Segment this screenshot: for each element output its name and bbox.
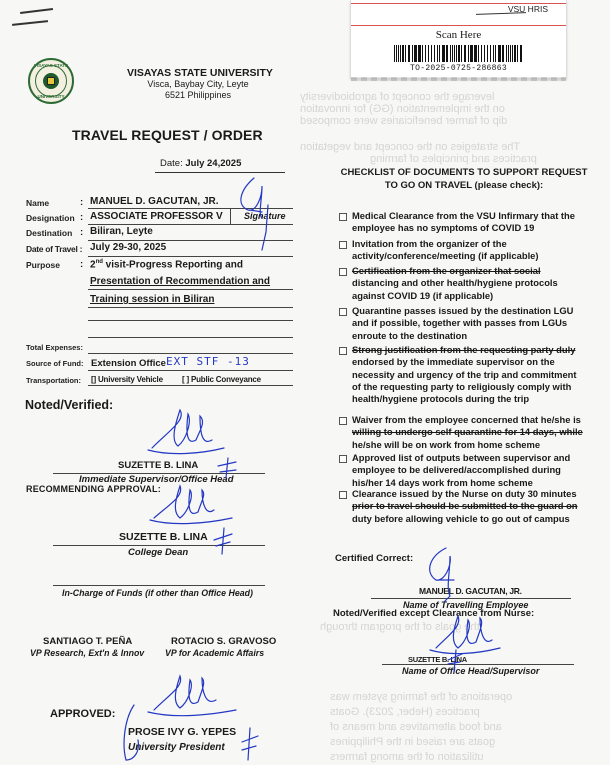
checklist-item-line: employee has no symptoms of COVID 19: [352, 222, 535, 234]
bleed-through-text: practices (Heber, 2023). Goats: [330, 706, 480, 718]
source-of-fund-underline: [88, 370, 293, 371]
purpose-underline: [88, 307, 293, 308]
barcode-bar: [396, 45, 397, 62]
barcode-bar: [437, 45, 438, 62]
checklist-item-line: duty before allowing vehicle to go out of campus: [352, 512, 570, 524]
scan-here-label: Scan Here: [435, 29, 482, 41]
date-of-travel-value[interactable]: July 29-30, 2025: [90, 242, 167, 253]
checkbox[interactable]: [339, 491, 347, 499]
barcode-bar: [428, 45, 429, 62]
barcode-bar: [499, 45, 500, 62]
barcode-bar: [464, 45, 465, 62]
colon: :: [80, 259, 84, 270]
checklist-item-line: his/her 14 days work from home scheme: [352, 476, 533, 488]
checkbox[interactable]: [339, 347, 347, 355]
pen-mark: [20, 8, 53, 14]
checklist-item[interactable]: [352, 452, 607, 489]
signature-line: [382, 664, 574, 665]
date-label: Date:: [160, 158, 183, 169]
checklist-item-line: of the requesting party to religiously comply with: [352, 380, 572, 392]
barcode-bar: [498, 45, 499, 62]
colon: :: [80, 212, 84, 223]
university-address-line2: 6521 Philippines: [164, 90, 232, 100]
checkbox[interactable]: [339, 213, 347, 221]
checkbox[interactable]: [339, 268, 347, 276]
checklist-item-line: health/hygiene protocols during the trip: [352, 393, 530, 405]
checklist-item-line: enroute to the destination: [352, 329, 468, 341]
purpose-line2[interactable]: Presentation of Recommendation and: [90, 276, 271, 287]
purpose-underline: [88, 337, 293, 338]
checklist-item-line: Waiver from the employee concerned that he/she is: [352, 414, 581, 425]
vp-academic-role: VP for Academic Affairs: [165, 648, 265, 658]
noted-verified-label: Noted/Verified:: [25, 398, 114, 412]
checklist-item-line: Medical Clearance from the VSU Infirmary that the: [352, 210, 575, 221]
dean-signature-icon: [150, 486, 232, 524]
vp-research-role: VP Research, Ext'n & Innov: [30, 648, 145, 658]
barcode-bar: [490, 45, 491, 62]
transportation-underline: [88, 385, 293, 386]
barcode-bar: [508, 45, 509, 62]
barcode-number: TO-2025-0725-286863: [410, 64, 507, 73]
vp-academic-name: ROTACIO S. GRAVOSO: [171, 636, 277, 647]
checklist-title: [330, 166, 598, 192]
seal-emblem: [47, 77, 55, 85]
checklist-item-line: and if possible, together with passes from LGUs: [352, 317, 568, 329]
checklist-item-line: Strong justification from the requesting party duly: [352, 344, 576, 355]
barcode-bar: [512, 45, 513, 62]
total-expenses-label: Total Expenses:: [26, 343, 83, 352]
seal-text-bottom: UNIVERSITY: [37, 94, 65, 99]
purpose-line1[interactable]: [90, 259, 243, 270]
purpose-underline: [88, 289, 293, 290]
barcode-bar: [471, 45, 472, 62]
destination-value[interactable]: Biliran, Leyte: [90, 226, 153, 237]
bleed-through-text: The strategies on the concept and vegetation: [300, 141, 521, 153]
barcode-bar: [405, 45, 406, 62]
source-of-fund-value[interactable]: Extension Office: [91, 358, 166, 369]
checklist-item-line: against COVID 19 (if applicable): [352, 289, 494, 301]
vsu-seal-icon: [28, 58, 74, 104]
checklist-item-line: activity/conference/meeting (if applicable): [352, 250, 539, 262]
purpose-ordinal-suffix: nd: [95, 259, 103, 265]
name-value[interactable]: MANUEL D. GACUTAN, JR.: [90, 196, 219, 207]
immediate-supervisor-role: Immediate Supervisor/Office Head: [79, 474, 234, 485]
purpose-line3[interactable]: Training session in Biliran: [90, 294, 215, 305]
barcode-bar: [481, 45, 482, 62]
designation-value[interactable]: ASSOCIATE PROFESSOR V: [90, 211, 223, 222]
barcode-bar: [468, 45, 469, 62]
initial-mark-icon: [242, 728, 258, 760]
checklist-title-line1: CHECKLIST OF DOCUMENTS TO SUPPORT REQUEST: [340, 167, 588, 178]
barcode[interactable]: [394, 45, 524, 62]
checklist-item-line: necessity and urgency of the trip and commitment: [352, 368, 577, 380]
checklist-item[interactable]: [352, 265, 607, 302]
travelling-employee-role: Name of Travelling Employee: [403, 600, 529, 610]
barcode-bar: [398, 45, 399, 62]
initial-mark-icon: [214, 528, 232, 554]
total-expenses-underline: [88, 353, 293, 354]
university-name: VISAYAS STATE UNIVERSITY: [127, 67, 273, 79]
barcode-bar: [418, 45, 419, 62]
source-of-fund-label: Source of Fund:: [26, 359, 84, 368]
barcode-bar: [415, 45, 416, 62]
barcode-bar: [521, 45, 522, 62]
barcode-bar: [452, 45, 453, 62]
barcode-bar: [412, 45, 413, 62]
immediate-supervisor-name: SUZETTE B. LINA: [118, 460, 199, 471]
barcode-bar: [503, 45, 504, 62]
checklist-item-line: Quarantine passes issued by the destination LGU: [352, 305, 574, 316]
checklist-item[interactable]: [352, 344, 607, 405]
in-charge-of-funds-role: In-Charge of Funds (if other than Office Head): [62, 588, 253, 598]
barcode-bar: [409, 45, 410, 62]
barcode-bar: [419, 45, 420, 62]
bleed-through-text: and food alternatives and means of: [330, 721, 502, 733]
destination-label: Destination: [26, 228, 73, 238]
purpose-ordinal: 2: [90, 259, 96, 271]
office-head-role: Name of Office Head/Supervisor: [402, 666, 540, 676]
date-of-travel-underline: [88, 256, 293, 257]
barcode-bar: [502, 45, 503, 62]
bleed-through-text: operations of the farming system was: [330, 691, 513, 703]
barcode-bar: [456, 45, 457, 62]
travelling-employee-name: MANUEL D. GACUTAN, JR.: [419, 586, 522, 596]
dean-role: College Dean: [128, 547, 189, 558]
checkbox[interactable]: [339, 308, 347, 316]
barcode-bar: [474, 45, 475, 62]
destination-underline: [88, 240, 293, 241]
signature-line: [53, 585, 265, 586]
barcode-bar: [484, 45, 485, 62]
barcode-bar: [493, 45, 494, 62]
checkbox[interactable]: [339, 241, 347, 249]
president-signature-icon: [148, 676, 236, 716]
seal-text-top: VISAYAS STATE: [33, 63, 69, 68]
barcode-bar: [394, 45, 395, 62]
purpose-line1-text: visit-Progress Reporting and: [102, 259, 243, 271]
president-role: University President: [128, 742, 225, 753]
vp-research-name: SANTIAGO T. PEÑA: [43, 636, 133, 647]
bleed-through-text: practices and principles of farming: [370, 153, 537, 165]
bleed-through-text: on the implementation (GG) for innovation: [300, 103, 505, 115]
designation-label: Designation: [26, 213, 75, 223]
barcode-bar: [431, 45, 432, 62]
barcode-bar: [414, 45, 415, 62]
checklist-item[interactable]: [352, 488, 607, 525]
date-row: [160, 158, 241, 169]
barcode-bar: [400, 45, 401, 62]
transportation-label: Transportation:: [26, 376, 82, 385]
torn-edge: [351, 77, 566, 81]
checklist-item-line: prior to travel should be submitted to the guard on: [352, 500, 578, 512]
date-underline: [155, 172, 285, 173]
barcode-bar: [495, 45, 496, 62]
barcode-bar: [446, 45, 447, 62]
bleed-through-text: the goals of the program through: [320, 621, 480, 633]
noted-except-nurse-label: Noted/Verified except Clearance from Nurse:: [333, 608, 535, 619]
hris-label: VSU HRIS: [507, 4, 548, 14]
barcode-bar: [450, 45, 451, 62]
barcode-bar: [475, 45, 476, 62]
president-name: PROSE IVY G. YEPES: [128, 726, 237, 738]
checklist-item-line: Invitation from the organizer of the: [352, 238, 507, 249]
approved-label: APPROVED:: [50, 708, 116, 720]
purpose-underline: [88, 320, 293, 321]
name-underline: [88, 208, 293, 209]
bleed-through-text: leverage the concept of agrobiodiversity: [300, 91, 495, 103]
slip-rule: [351, 25, 566, 26]
checkbox[interactable]: [339, 417, 347, 425]
recommending-approval-label: RECOMMENDING APPROVAL:: [26, 484, 161, 494]
signature-line: [53, 545, 265, 546]
barcode-bar: [454, 45, 455, 62]
checklist-item-line: Clearance issued by the Nurse on duty 30 minutes: [352, 488, 577, 499]
barcode-bar: [439, 45, 440, 62]
barcode-bar: [458, 45, 459, 62]
source-of-fund-handwritten: EXT STF -13: [166, 355, 250, 368]
checklist-item-line: Approved list of outputs between supervisor and: [352, 452, 571, 463]
transport-option-public-conveyance[interactable]: [ ] Public Conveyance: [182, 375, 261, 384]
barcode-bar: [470, 45, 471, 62]
bleed-through-text: dip of farmer beneficiaries were composed: [300, 115, 508, 127]
checklist-item[interactable]: [352, 305, 607, 342]
barcode-bar: [425, 45, 426, 62]
barcode-bar: [520, 45, 521, 62]
office-head-name: SUZETTE B. LINA: [408, 655, 467, 664]
form-title: TRAVEL REQUEST / ORDER: [72, 127, 263, 143]
checkbox[interactable]: [339, 455, 347, 463]
pen-mark: [12, 20, 48, 25]
checklist-item-line: employee to be delivered/accomplished during: [352, 464, 561, 476]
barcode-bar: [461, 45, 462, 62]
date-value: July 24,2025: [185, 158, 242, 169]
barcode-bar: [517, 45, 518, 62]
barcode-bar: [487, 45, 488, 62]
name-label: Name: [26, 198, 50, 208]
barcode-bar: [442, 45, 443, 62]
date-of-travel-label: Date of Travel :: [26, 244, 83, 254]
checklist-item[interactable]: [352, 414, 607, 451]
checklist-item[interactable]: [352, 210, 607, 235]
purpose-label: Purpose: [26, 260, 61, 270]
colon: :: [80, 197, 84, 208]
checklist-item-line: willing to undergo self quarantine for 14 days, while: [352, 426, 583, 438]
signature-label: Signature: [244, 211, 286, 221]
transport-option-university-vehicle[interactable]: [] University Vehicle: [91, 375, 163, 384]
barcode-bar: [434, 45, 435, 62]
checklist-item-line: he/she will be on work from home scheme: [352, 438, 541, 450]
checklist-item-line: endorsed by the immediate supervisor on the: [352, 356, 555, 368]
barcode-bar: [402, 45, 403, 62]
barcode-bar: [465, 45, 466, 62]
signature-line: [371, 598, 571, 599]
barcode-bar: [510, 45, 511, 62]
barcode-bar: [447, 45, 448, 62]
barcode-bar: [408, 45, 409, 62]
certified-correct-label: Certified Correct:: [335, 553, 414, 564]
barcode-bar: [478, 45, 479, 62]
barcode-bar: [443, 45, 444, 62]
barcode-bar: [506, 45, 507, 62]
checklist-title-line2: TO GO ON TRAVEL (please check):: [384, 180, 544, 191]
checklist-item-line: distancing and other health/hygiene protocols: [352, 277, 558, 289]
dean-name: SUZETTE B. LINA: [119, 531, 208, 543]
signature-box-divider: [230, 208, 231, 224]
barcode-bar: [422, 45, 423, 62]
checklist-item-line: Certification from the organizer that social: [352, 265, 541, 276]
bleed-through-text: utilization of the among farmers: [330, 751, 484, 763]
bleed-through-text: goats are raised in the Philippines: [330, 736, 496, 748]
hris-barcode-slip: [350, 0, 567, 78]
designation-underline: [88, 224, 293, 225]
university-address-line1: Visca, Baybay City, Leyte: [147, 79, 249, 89]
checklist-item[interactable]: [352, 238, 607, 263]
noted-signature-icon: [148, 410, 224, 454]
seal-center: [43, 73, 59, 89]
barcode-bar: [514, 45, 515, 62]
colon: :: [80, 227, 84, 238]
